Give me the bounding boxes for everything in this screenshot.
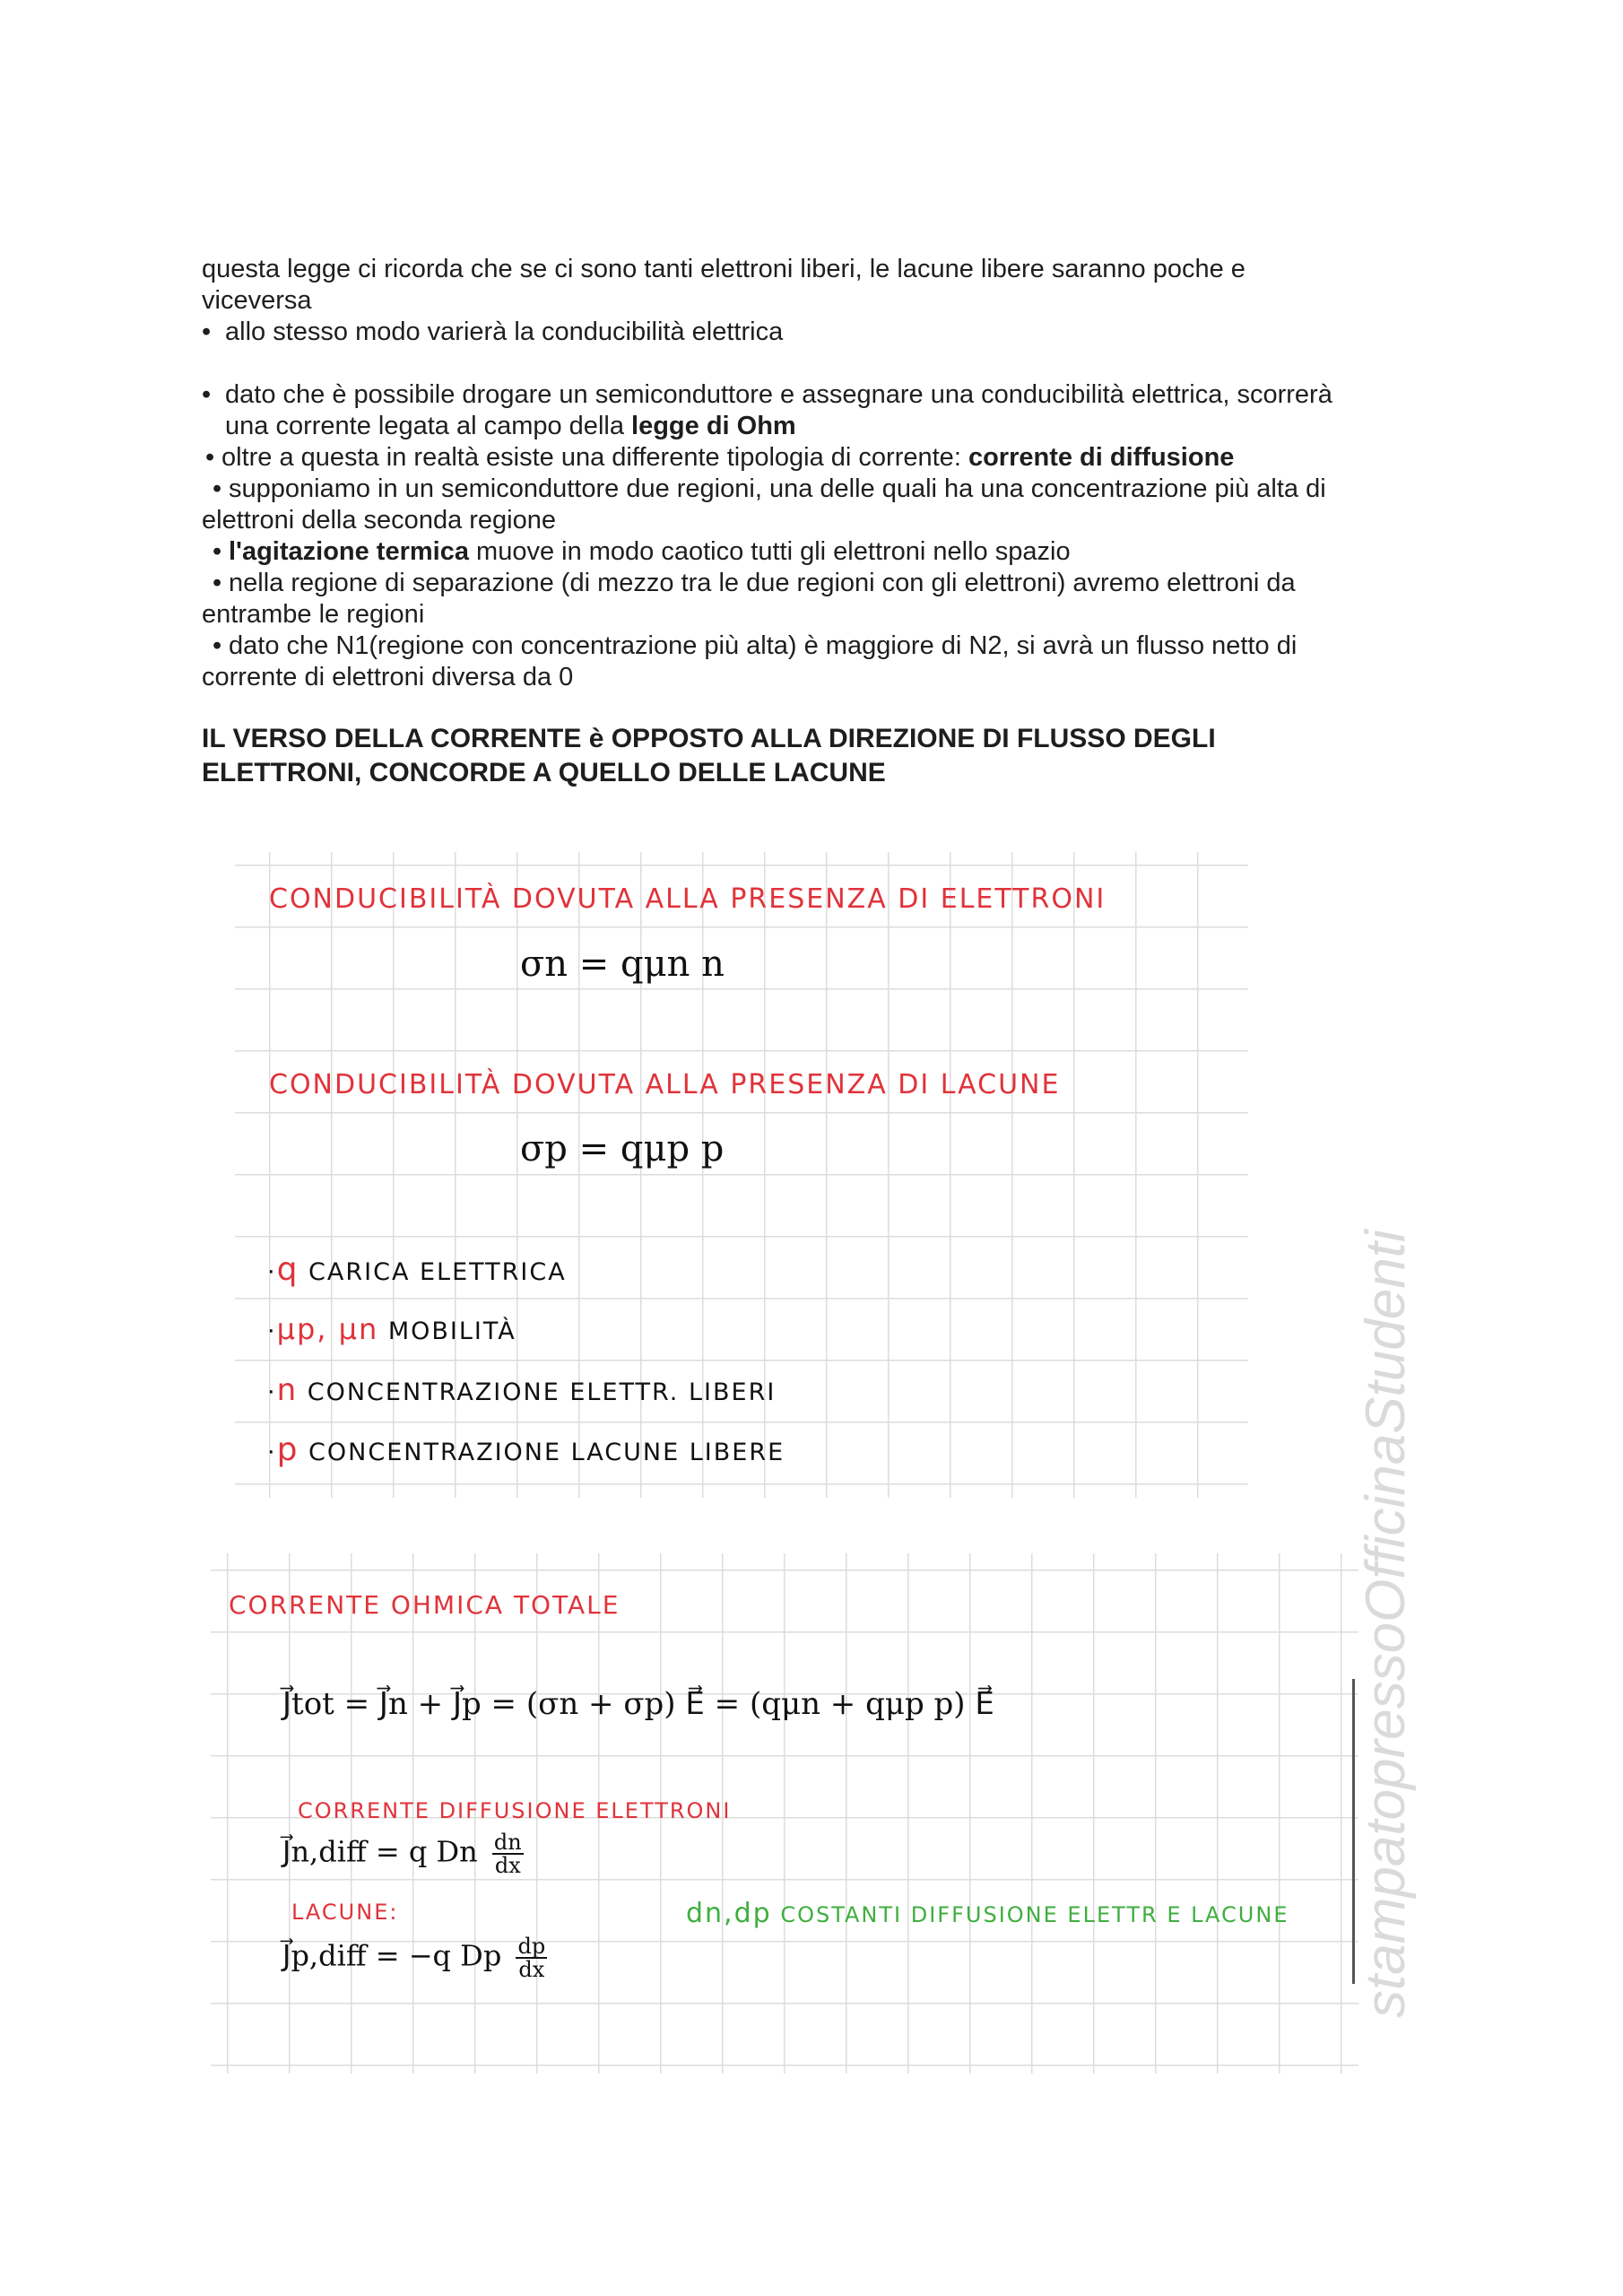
- bullet-item: • nella regione di separazione (di mezzo tra le due regioni con gli elettroni) avremo elettroni da: [213, 569, 1296, 597]
- legend-item: ·μp, μn MOBILITÀ: [267, 1312, 516, 1346]
- formula-sigma-p: σp = qμp p: [520, 1128, 725, 1170]
- notes-title-electrons: CONDUCIBILITÀ DOVUTA ALLA PRESENZA DI ELETTRONI: [269, 883, 1107, 915]
- bullet-dot: •: [213, 569, 222, 597]
- bullet-dot: •: [213, 631, 222, 660]
- formula-j-total: J⃗tot = J⃗n + J⃗p = (σn + σp) E⃗ = (qμn + qμp p) E⃗: [282, 1686, 994, 1722]
- text-line: entrambe le regioni: [202, 600, 425, 629]
- body-text: [202, 254, 1457, 693]
- fraction-dp-dx: $\frac{dp}{dx}$: [517, 1934, 546, 1982]
- legend-item: ·q CARICA ELETTRICA: [267, 1251, 567, 1288]
- section-heading: IL VERSO DELLA CORRENTE è OPPOSTO ALLA DIREZIONE DI FLUSSO DEGLI ELETTRONI, CONCORDE A QUELLO DELLE LACUNE: [202, 724, 1216, 787]
- notes-label-holes: LACUNE:: [291, 1900, 399, 1925]
- notes-title-ohmic: CORRENTE OHMICA TOTALE: [229, 1590, 621, 1620]
- formula-jn-diff: J⃗n,diff = q Dn $\frac{dn}{dx}$: [282, 1830, 522, 1878]
- bullet-dot: •: [202, 317, 212, 346]
- text-line: una corrente legata al campo della legge di Ohm: [225, 412, 796, 440]
- text-line: corrente di elettroni diversa da 0: [202, 663, 574, 691]
- bullet-dot: •: [205, 443, 215, 472]
- bullet-item: • l'agitazione termica muove in modo caotico tutti gli elettroni nello spazio: [213, 537, 1071, 566]
- bullet-dot: •: [213, 537, 222, 566]
- bullet-item: • allo stesso modo varierà la conducibilità elettrica: [202, 317, 784, 346]
- text-line: questa legge ci ricorda che se ci sono tanti elettroni liberi, le lacune libere saranno poche e: [202, 255, 1245, 283]
- watermark: stampatopressoOfficinaStudenti: [1355, 1230, 1417, 2018]
- legend-item: ·n CONCENTRAZIONE ELETTR. LIBERI: [267, 1372, 777, 1408]
- bullet-item: • dato che è possibile drogare un semiconduttore e assegnare una conducibilità elettrica, scorrerà: [202, 380, 1332, 409]
- bullet-item: • dato che N1(regione con concentrazione più alta) è maggiore di N2, si avrà un flusso netto di: [213, 631, 1298, 660]
- formula-sigma-n: σn = qμn n: [520, 944, 725, 985]
- bullet-item: • oltre a questa in realtà esiste una differente tipologia di corrente: corrente di diffusione: [205, 443, 1235, 472]
- legend-item: ·p CONCENTRAZIONE LACUNE LIBERE: [267, 1431, 785, 1468]
- formula-jp-diff: J⃗p,diff = −q Dp $\frac{dp}{dx}$: [282, 1934, 546, 1982]
- bullet-dot: •: [213, 474, 222, 503]
- text-line: viceversa: [202, 286, 312, 315]
- notes-title-holes: CONDUCIBILITÀ DOVUTA ALLA PRESENZA DI LACUNE: [269, 1069, 1061, 1100]
- bullet-dot: •: [202, 380, 212, 409]
- text-line: elettroni della seconda regione: [202, 506, 556, 535]
- notes-title-diffusion: CORRENTE DIFFUSIONE ELETTRONI: [298, 1798, 732, 1823]
- bullet-item: • supponiamo in un semiconduttore due regioni, una delle quali ha una concentrazione più alta di: [213, 474, 1326, 503]
- notes-diffusion-constants: dn,dp COSTANTI DIFFUSIONE ELETTR E LACUNE: [686, 1898, 1289, 1929]
- fraction-dn-dx: $\frac{dn}{dx}$: [493, 1830, 522, 1878]
